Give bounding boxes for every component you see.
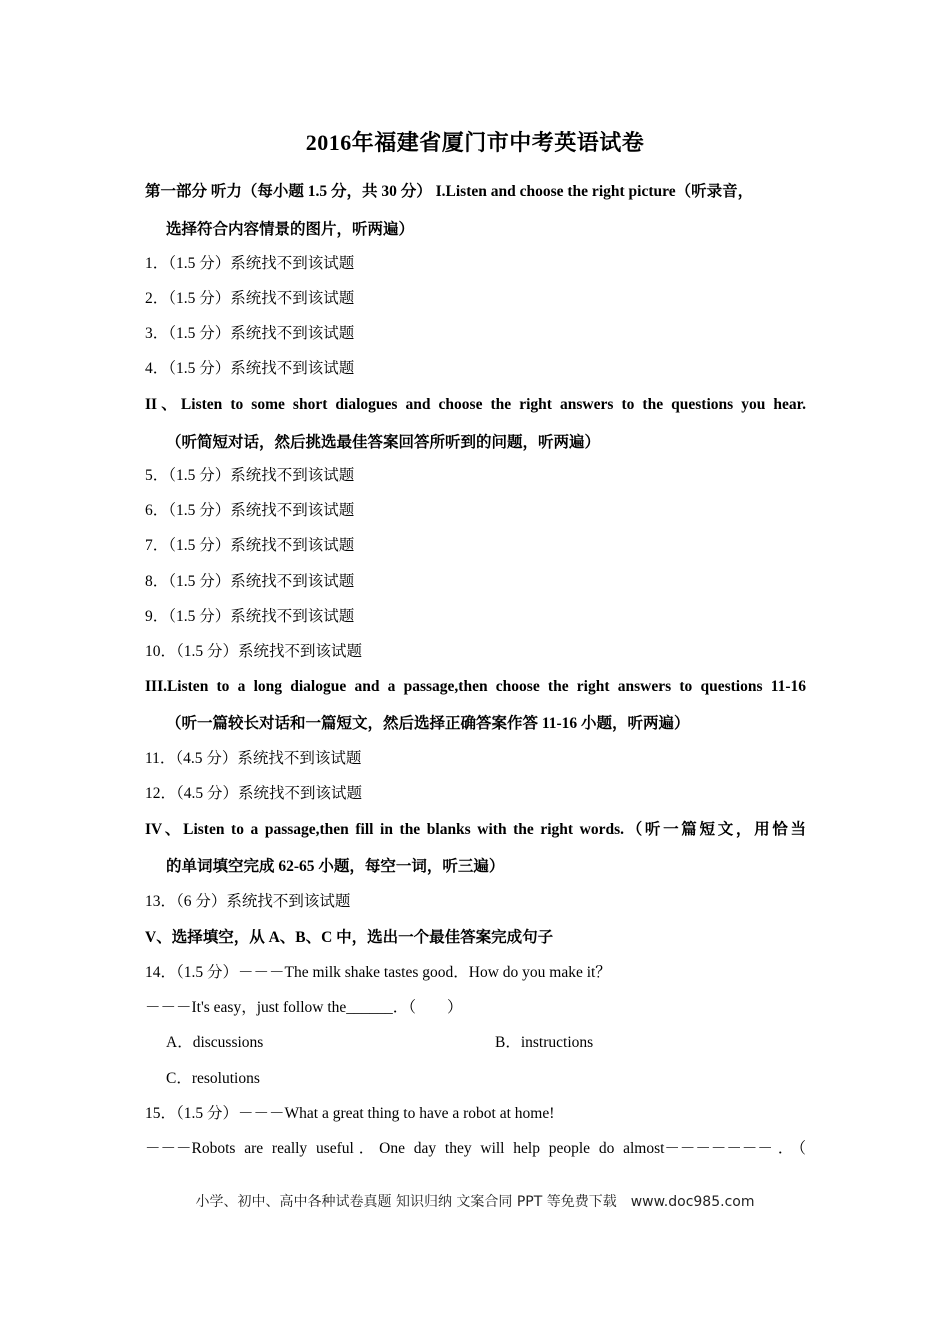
question-6: 6．（1.5 分）系统找不到该试题 [145,502,355,519]
question-15: 15．（1.5 分）－－－What a great thing to have a robot at home! [145,1105,555,1122]
page-footer: 小学、初中、高中各种试卷真题 知识归纳 文案合同 PPT 等免费下载 www.doc985.com [195,1194,755,1210]
section-heading-part5: V、选择填空，从 A、B、C 中，选出一个最佳答案完成句子 [145,929,554,946]
question-1: 1．（1.5 分）系统找不到该试题 [145,255,355,272]
section-heading-part1-cont: 选择符合内容情景的图片，听两遍） [166,221,415,238]
question-12: 12．（4.5 分）系统找不到该试题 [145,785,363,802]
question-14-option-b: B．instructions [495,1034,594,1051]
section-heading-part3: III.Listen to a long dialogue and a passage,then choose the right answers to questions 11-16 [145,678,806,695]
question-8: 8．（1.5 分）系统找不到该试题 [145,573,355,590]
section-heading-part3-cont: （听一篇较长对话和一篇短文，然后选择正确答案作答 11-16 小题，听两遍） [166,715,690,732]
question-14-option-c: C．resolutions [166,1070,260,1087]
section-heading-part1: 第一部分 听力（每小题 1.5 分，共 30 分） I.Listen and choose the right picture（听录音， [145,183,754,200]
section-heading-part4-cont: 的单词填空完成 62-65 小题，每空一词，听三遍） [166,858,505,875]
section-heading-part2: II、Listen to some short dialogues and choose the right answers to the questions you hear. [145,396,806,413]
question-14-option-a: A．discussions [166,1034,264,1051]
section-heading-part4: IV、Listen to a passage,then fill in the blanks with the right words.（听一篇短文，用恰当 [145,821,806,838]
question-15-reply: －－－Robots are really useful．One day they will help people do almost－－－－－－－．（ [145,1140,806,1157]
question-5: 5．（1.5 分）系统找不到该试题 [145,467,355,484]
page-title: 2016年福建省厦门市中考英语试卷 [305,130,645,155]
question-7: 7．（1.5 分）系统找不到该试题 [145,537,355,554]
question-13: 13．（6 分）系统找不到该试题 [145,893,351,910]
question-14-reply: －－－It's easy，just follow the______．（ ） [145,999,463,1016]
section-heading-part2-cont: （听简短对话，然后挑选最佳答案回答所听到的问题，听两遍） [166,434,601,451]
question-3: 3．（1.5 分）系统找不到该试题 [145,325,355,342]
question-2: 2．（1.5 分）系统找不到该试题 [145,290,355,307]
question-9: 9．（1.5 分）系统找不到该试题 [145,608,355,625]
question-4: 4．（1.5 分）系统找不到该试题 [145,360,355,377]
question-14: 14．（1.5 分）－－－The milk shake tastes good．How do you make it？ [145,964,611,981]
question-11: 11．（4.5 分）系统找不到该试题 [145,750,362,767]
question-10: 10．（1.5 分）系统找不到该试题 [145,643,363,660]
